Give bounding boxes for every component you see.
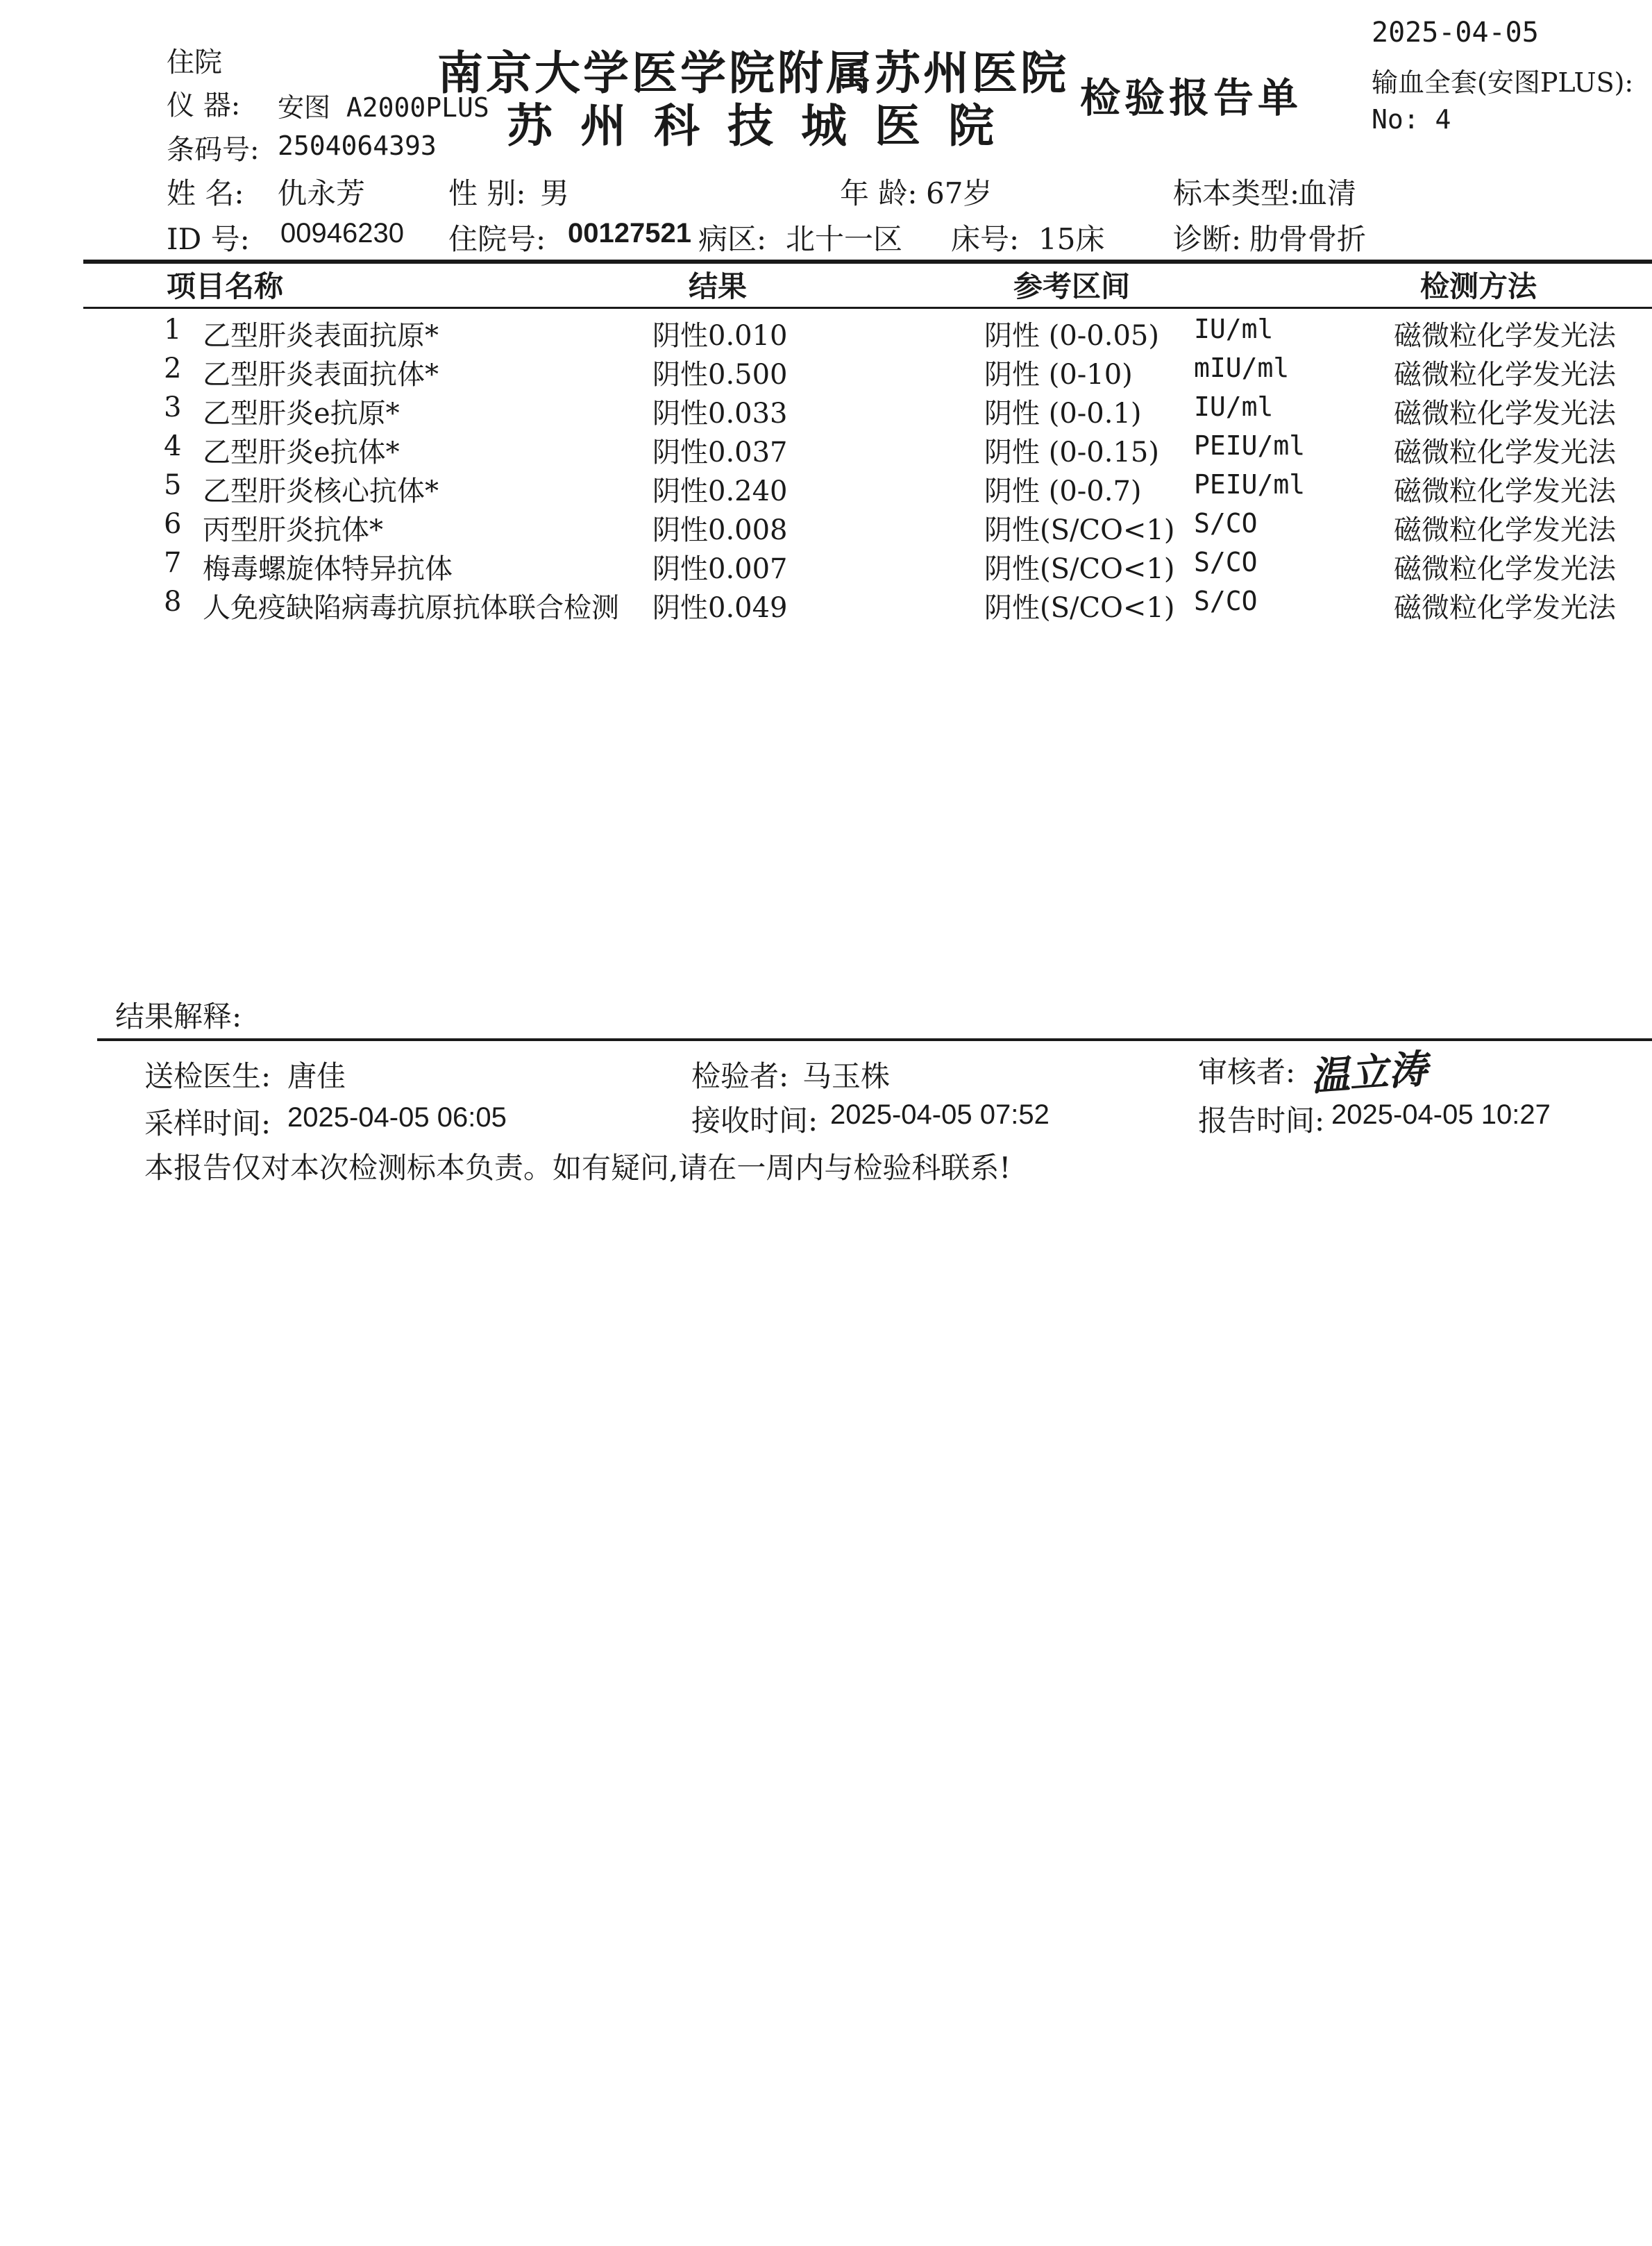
col-item-header: 项目名称: [167, 269, 284, 303]
bed-label: 床号:: [951, 222, 1020, 256]
patient-sex: 男: [540, 176, 570, 210]
row-item-name: 乙型肝炎e抗体*: [203, 437, 400, 468]
row-result: 阴性0.007: [652, 553, 788, 585]
row-unit: IU/ml: [1194, 314, 1274, 344]
row-reference: 阴性(S/CO<1): [984, 592, 1175, 624]
row-item-name: 乙型肝炎e抗原*: [203, 398, 400, 430]
tester-label: 检验者:: [691, 1059, 789, 1093]
row-reference: 阴性 (0-10): [984, 359, 1133, 391]
row-unit: mIU/ml: [1194, 353, 1290, 383]
col-result-header: 结果: [689, 269, 748, 303]
sample-time: 2025-04-05 06:05: [287, 1102, 507, 1133]
row-result: 阴性0.033: [652, 398, 788, 430]
diagnosis-label: 诊断:: [1173, 222, 1242, 256]
row-unit: S/CO: [1194, 586, 1258, 616]
row-unit: PEIU/ml: [1194, 430, 1306, 461]
sex-label: 性 别:: [448, 176, 526, 210]
interpretation-label: 结果解释:: [115, 999, 242, 1033]
row-result: 阴性0.008: [652, 514, 788, 546]
specimen-type: 血清: [1298, 176, 1357, 210]
report-time: 2025-04-05 10:27: [1331, 1099, 1551, 1130]
row-number: 2: [164, 353, 182, 385]
receive-time-label: 接收时间:: [691, 1104, 818, 1138]
doctor-label: 送检医生:: [144, 1059, 271, 1093]
row-method: 磁微粒化学发光法: [1394, 359, 1616, 391]
disclaimer: 本报告仅对本次检测标本负责。如有疑问,请在一周内与检验科联系!: [144, 1151, 1011, 1185]
barcode-value: 2504064393: [278, 130, 437, 161]
name-label: 姓 名:: [167, 176, 244, 210]
ward-type: 住院: [167, 47, 222, 78]
row-item-name: 人免疫缺陷病毒抗原抗体联合检测: [203, 592, 619, 624]
specimen-label: 标本类型:: [1173, 176, 1300, 210]
row-method: 磁微粒化学发光法: [1394, 475, 1616, 507]
receive-time: 2025-04-05 07:52: [830, 1099, 1050, 1130]
row-result: 阴性0.240: [652, 475, 788, 507]
admission-label: 住院号:: [448, 222, 546, 256]
instrument-value: 安图 A2000PLUS: [278, 92, 489, 123]
row-number: 7: [164, 547, 182, 579]
instrument-label: 仪 器:: [167, 90, 241, 121]
table-header-rule: [83, 307, 1652, 309]
patient-age: 67岁: [926, 176, 993, 210]
col-method-header: 检测方法: [1420, 269, 1537, 303]
row-unit: PEIU/ml: [1194, 469, 1306, 500]
row-item-name: 乙型肝炎表面抗体*: [203, 359, 439, 391]
row-method: 磁微粒化学发光法: [1394, 398, 1616, 430]
row-method: 磁微粒化学发光法: [1394, 553, 1616, 585]
row-item-name: 丙型肝炎抗体*: [203, 514, 383, 546]
header-rule: [83, 260, 1652, 264]
row-item-name: 梅毒螺旋体特异抗体: [203, 553, 453, 585]
row-number: 5: [164, 469, 182, 501]
row-unit: S/CO: [1194, 547, 1258, 577]
doctor-name: 唐佳: [287, 1059, 346, 1093]
row-result: 阴性0.037: [652, 437, 788, 468]
row-item-name: 乙型肝炎核心抗体*: [203, 475, 439, 507]
hospital-subname: 苏州科技城医院: [507, 99, 1022, 153]
diagnosis: 肋骨骨折: [1249, 222, 1367, 256]
row-unit: IU/ml: [1194, 391, 1274, 422]
row-number: 1: [164, 314, 182, 346]
patient-id: 00946230: [280, 218, 404, 248]
tester-name: 马玉株: [802, 1059, 891, 1093]
col-reference-header: 参考区间: [1013, 269, 1131, 303]
barcode-label: 条码号:: [167, 134, 260, 166]
row-reference: 阴性 (0-0.1): [984, 398, 1142, 430]
row-unit: S/CO: [1194, 508, 1258, 539]
row-reference: 阴性(S/CO<1): [984, 553, 1175, 585]
id-label: ID 号:: [167, 222, 250, 256]
row-reference: 阴性 (0-0.7): [984, 475, 1142, 507]
age-label: 年 龄:: [840, 176, 918, 210]
row-result: 阴性0.049: [652, 592, 788, 624]
row-result: 阴性0.010: [652, 320, 788, 352]
panel-name: 输血全套(安图PLUS):: [1372, 67, 1634, 98]
row-number: 6: [164, 508, 182, 540]
ward-label: 病区:: [698, 222, 767, 256]
sample-number: No: 4: [1372, 104, 1451, 135]
reviewer-signature: 温立涛: [1309, 1046, 1429, 1100]
row-method: 磁微粒化学发光法: [1394, 592, 1616, 624]
reviewer-label: 审核者:: [1198, 1055, 1296, 1089]
row-method: 磁微粒化学发光法: [1394, 514, 1616, 546]
row-method: 磁微粒化学发光法: [1394, 320, 1616, 352]
hospital-name: 南京大学医学院附属苏州医院: [437, 46, 1069, 100]
row-number: 8: [164, 586, 182, 618]
ward-name: 北十一区: [786, 222, 903, 256]
row-reference: 阴性 (0-0.05): [984, 320, 1159, 352]
report-time-label: 报告时间:: [1198, 1104, 1325, 1138]
sample-time-label: 采样时间:: [144, 1106, 271, 1140]
row-number: 3: [164, 391, 182, 423]
row-reference: 阴性 (0-0.15): [984, 437, 1159, 468]
row-method: 磁微粒化学发光法: [1394, 437, 1616, 468]
row-reference: 阴性(S/CO<1): [984, 514, 1175, 546]
row-result: 阴性0.500: [652, 359, 788, 391]
row-item-name: 乙型肝炎表面抗原*: [203, 320, 439, 352]
patient-name: 仇永芳: [278, 176, 366, 210]
report-date: 2025-04-05: [1372, 17, 1539, 49]
admission-number: 00127521: [568, 218, 691, 248]
bed-number: 15床: [1038, 222, 1105, 256]
report-title: 检验报告单: [1080, 74, 1303, 121]
row-number: 4: [164, 430, 182, 462]
